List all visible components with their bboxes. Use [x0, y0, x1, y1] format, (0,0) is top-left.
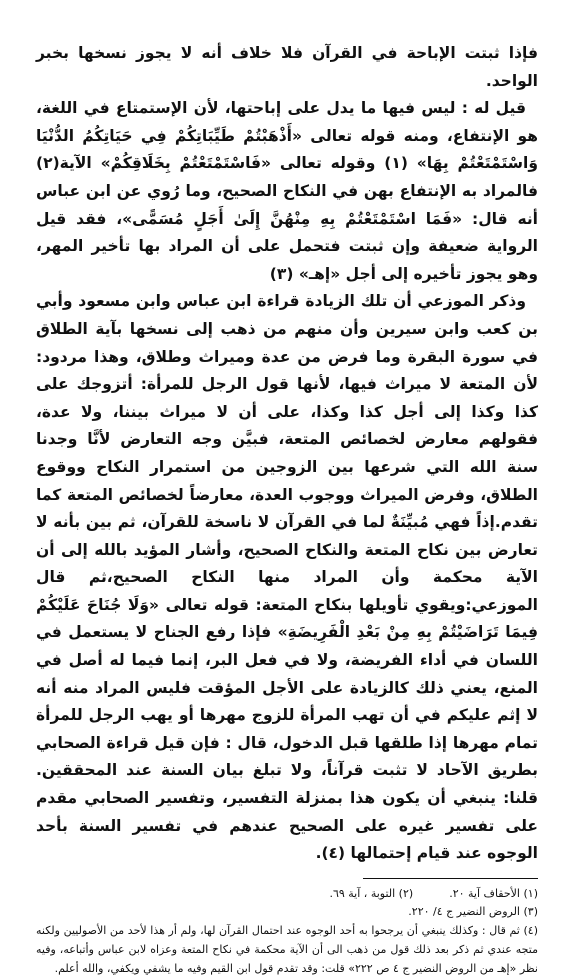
footnote-row: [36, 885, 538, 902]
paragraph-1: فإذا ثبتت الإباحة في القرآن فلا خلاف أنه لا يجوز نسخها بخبر الواحد.: [36, 44, 538, 90]
paragraph-3: وذكر الموزعي أن تلك الزيادة قراءة ابن عباس وابن مسعود وأبي بن كعب وابن سيرين وأن منهم من ذهب إلى نسخها بآية الطلاق في سورة البقرة وما فرض من عدة وميراث وطلاق، وهذا مردود: لأن المتعة لا ميراث فيها، لأنها قول الرجل للمرأة: أتزوجك على كذا وكذا إلى أجل كذا وكذا، على أن لا ميراث بيننا، ولا عدة، فقولهم معارض لخصائص المتعة، فبيَّن وجه التعارض لأنَّا وجدنا سنة الله التي شرعها بين الزوجين من استمرار النكاح ووقوع الطلاق، وفرض الميراث ووجوب العدة، معارضاً لخصائص المتعة كما تقدم.إذاً فهي مُبيِّنَةٌ لما في القرآن لا ناسخة للقرآن، ثم بين بأنه لا تعارض بين نكاح المتعة والنكاح الصحيح، وأشار المؤيد بالله إلى أن الآية محكمة وأن المراد منها النكاح الصحيح،ثم قال الموزعي:ويقوي تأويلها بنكاح المتعة: قوله تعالى «وَلَا جُنَاحَ عَلَيْكُمْ فِيمَا تَرَاضَيْتُمْ بِهِ مِنْ بَعْدِ الْفَرِيضَةِ» فإذا رفع الجناح لا يستعمل في اللسان في أداء الفريضة، ولا في فعل البر، إنما فيما له أصل في المنع، يعني ذلك كالزيادة على الأجل المؤقت فليس المراد منه أنه لا إثم عليكم في أن تهب المرأة للزوج مهرها أو يهب الرجل للمرأة تمام مهرها إذا طلقها قبل الدخول، قال : فإن قيل قراءة الصحابي بطريق الآحاد لا تثبت قرآناً، ولا تبلغ بيان السنة عند المحققين. قلنا: ينبغي أن يكون هذا بمنزلة التفسير، وتفسير الصحابي مقدم على تفسير غيره على الصحيح عندهم في تفسير السنة بأحد الوجوه عند قيام إحتمالها (٤).: [36, 292, 538, 863]
footnote-3: (٣) الروض النضير ج ٤/ ٢٢٠.: [408, 904, 538, 918]
footnote-2: (٢) التوبة ، آية ٦٩.: [329, 886, 414, 900]
paragraph-2: قيل له : ليس فيها ما يدل على إباحتها، لأن الإستمتاع في اللغة، هو الإنتفاع، ومنه قوله تعالى «أَذْهَبْتُمْ طَيِّبَاتِكُمْ فِي حَيَاتِكُمُ الدُّنْيَا وَاسْتَمْتَعْتُمْ بِهَا» (١) وقوله تعالى «فَاسْتَمْتَعْتُمْ بِخَلَاقِكُمْ» الآية(٢) فالمراد به الإنتفاع بهن في النكاح الصحيح، وما رُوي عن ابن عباس أنه قال: «فَمَا اسْتَمْتَعْتُمْ بِهِ مِنْهُنَّ إِلَىٰ أَجَلٍ مُسَمًّى»، فقد قيل الرواية ضعيفة وإن ثبتت فتحمل على أن المراد بها تأخير المهر، وهو يجوز تأخيره إلى أجل «إهـ» (٣): [36, 99, 538, 283]
footnote-separator: [363, 878, 538, 879]
footnote-4: (٤) ثم قال : وكذلك ينبغي أن يرجحوا به أحد الوجوه عند احتمال القرآن لها، ولم أر هذا لأحد من الأصوليين ولكنه متجه عندي ثم ذكر بعد ذلك قول من ذهب الى أن الآية محكمة في نكاح المتعة وعزاه لابن عباس وأتباعه، وفيه نظر «إهـ من الروض النضير ج ٤ ص ٢٢٢» قلت: وقد تقدم قول ابن القيم وفيه ما يشفي ويكفي، والله أعلم.: [36, 923, 538, 975]
footnote-1: (١) الأحقاف آية ٢٠.: [449, 886, 538, 900]
